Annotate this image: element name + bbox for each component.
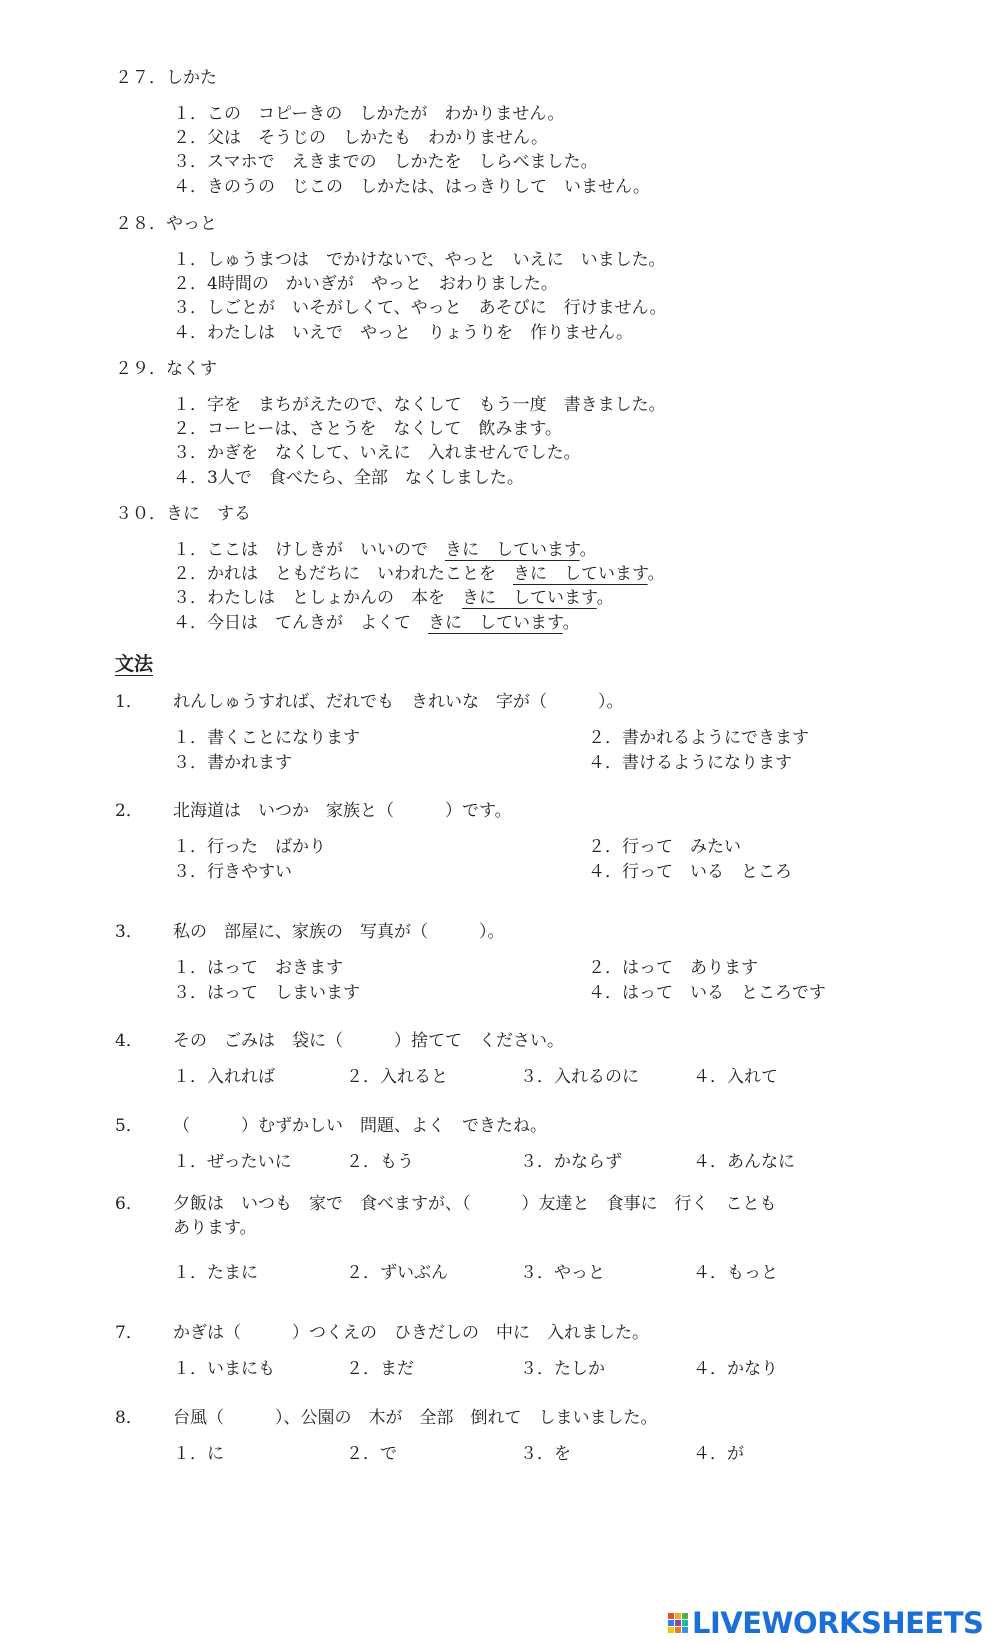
option: ３．かぎを なくして、いえに 入れませんでした。 [173, 443, 581, 463]
option: ３．たしか [520, 1359, 605, 1379]
underlined-phrase: きに しています [428, 613, 563, 633]
option: ４．あんなに [693, 1152, 795, 1172]
underlined-phrase: きに しています [462, 588, 597, 608]
option: ３．スマホで えきまでの しかたを しらべました。 [173, 152, 598, 172]
question-text-continued: あります。 [173, 1218, 257, 1238]
liveworksheets-logo-icon [668, 1613, 688, 1633]
question-number: 1． [115, 692, 143, 712]
option: ２．もう [346, 1152, 414, 1172]
option: ４．もっと [693, 1263, 778, 1283]
question-text: 北海道は いつか 家族と（ ）です。 [173, 801, 512, 821]
option: １．行った ばかり [173, 837, 326, 857]
option: ４．わたしは いえで やっと りょうりを 作りません。 [173, 323, 634, 343]
option: ３．書かれます [173, 753, 292, 773]
option: １．いまにも [173, 1359, 275, 1379]
option: ３．わたしは としょかんの 本を きに しています。 [173, 588, 614, 608]
question-text: （ ）むずかしい 問題、よく できたね。 [173, 1116, 547, 1136]
option: ２．入れると [346, 1067, 448, 1087]
option: ３．しごとが いそがしくて、やっと あそびに 行けません。 [173, 298, 667, 318]
question-number: 5． [115, 1116, 143, 1136]
option: ４．かなり [693, 1359, 778, 1379]
option: １．ぜったいに [173, 1152, 292, 1172]
option: ４．書けるようになります [588, 753, 792, 773]
option: １．書くことになります [173, 728, 360, 748]
option: ３．行きやすい [173, 862, 292, 882]
vocab-question-30: ３０．きに する [115, 504, 251, 524]
grammar-heading: 文法 [115, 653, 154, 675]
option: １．この コピーきの しかたが わかりません。 [173, 104, 565, 124]
vocab-question-28: ２８．やっと [115, 214, 217, 234]
option: ３．かならず [520, 1152, 622, 1172]
option: １．たまに [173, 1263, 258, 1283]
option: ２．父は そうじの しかたも わかりません。 [173, 128, 549, 148]
vocab-question-27: ２７．しかた [115, 68, 217, 88]
option: ２．書かれるようにできます [588, 728, 809, 748]
question-number: 2． [115, 801, 143, 821]
option: １．しゅうまつは でかけないで、やっと いえに いました。 [173, 250, 666, 270]
underlined-phrase: きに しています [513, 564, 648, 584]
question-text: かぎは（ ）つくえの ひきだしの 中に 入れました。 [173, 1323, 649, 1343]
option: ２．ずいぶん [346, 1263, 448, 1283]
question-text: 台風（ ）、公園の 木が 全部 倒れて しまいました。 [173, 1408, 658, 1428]
option: １．入れれば [173, 1067, 275, 1087]
option: ３．入れるのに [520, 1067, 639, 1087]
logo-text: LIVEWORKSHEETS [692, 1606, 984, 1640]
option: １．ここは けしきが いいので きに しています。 [173, 540, 597, 560]
option: ４．3人で 食べたら、全部 なくしました。 [173, 468, 524, 488]
option: ４．はって いる ところです [588, 983, 826, 1003]
option: ４．きのうの じこの しかたは、はっきりして いません。 [173, 177, 651, 197]
question-text: れんしゅうすれば、だれでも きれいな 字が（ ）。 [173, 692, 624, 712]
option: ２．行って みたい [588, 837, 741, 857]
question-number: 6． [115, 1194, 143, 1214]
option: ３．やっと [520, 1263, 605, 1283]
option: １．はって おきます [173, 958, 343, 978]
option: ４．行って いる ところ [588, 862, 792, 882]
question-number: 8． [115, 1408, 143, 1428]
underlined-phrase: きに しています [445, 540, 580, 560]
question-text: 夕飯は いつも 家で 食べますが、（ ）友達と 食事に 行く ことも [173, 1194, 777, 1214]
option: ４．今日は てんきが よくて きに しています。 [173, 613, 580, 633]
question-number: 4． [115, 1031, 143, 1051]
option: ２．まだ [346, 1359, 414, 1379]
option: １．字を まちがえたので、なくして もう一度 書きました。 [173, 395, 666, 415]
question-number: 7． [115, 1323, 143, 1343]
question-text: 私の 部屋に、家族の 写真が（ ）。 [173, 922, 505, 942]
option: ２．かれは ともだちに いわれたことを きに しています。 [173, 564, 665, 584]
option: ３．を [520, 1444, 571, 1464]
option: ２．コーヒーは、さとうを なくして 飲みます。 [173, 419, 562, 439]
option: １．に [173, 1444, 224, 1464]
option: ４．が [693, 1444, 744, 1464]
option: ３．はって しまいます [173, 983, 360, 1003]
question-number: 3． [115, 922, 143, 942]
option: ４．入れて [693, 1067, 778, 1087]
question-text: その ごみは 袋に（ ）捨てて ください。 [173, 1031, 564, 1051]
option: ２．で [346, 1444, 397, 1464]
vocab-question-29: ２９．なくす [115, 359, 217, 379]
option: ２．4時間の かいぎが やっと おわりました。 [173, 274, 558, 294]
liveworksheets-logo [668, 1606, 988, 1640]
option: ２．はって あります [588, 958, 758, 978]
